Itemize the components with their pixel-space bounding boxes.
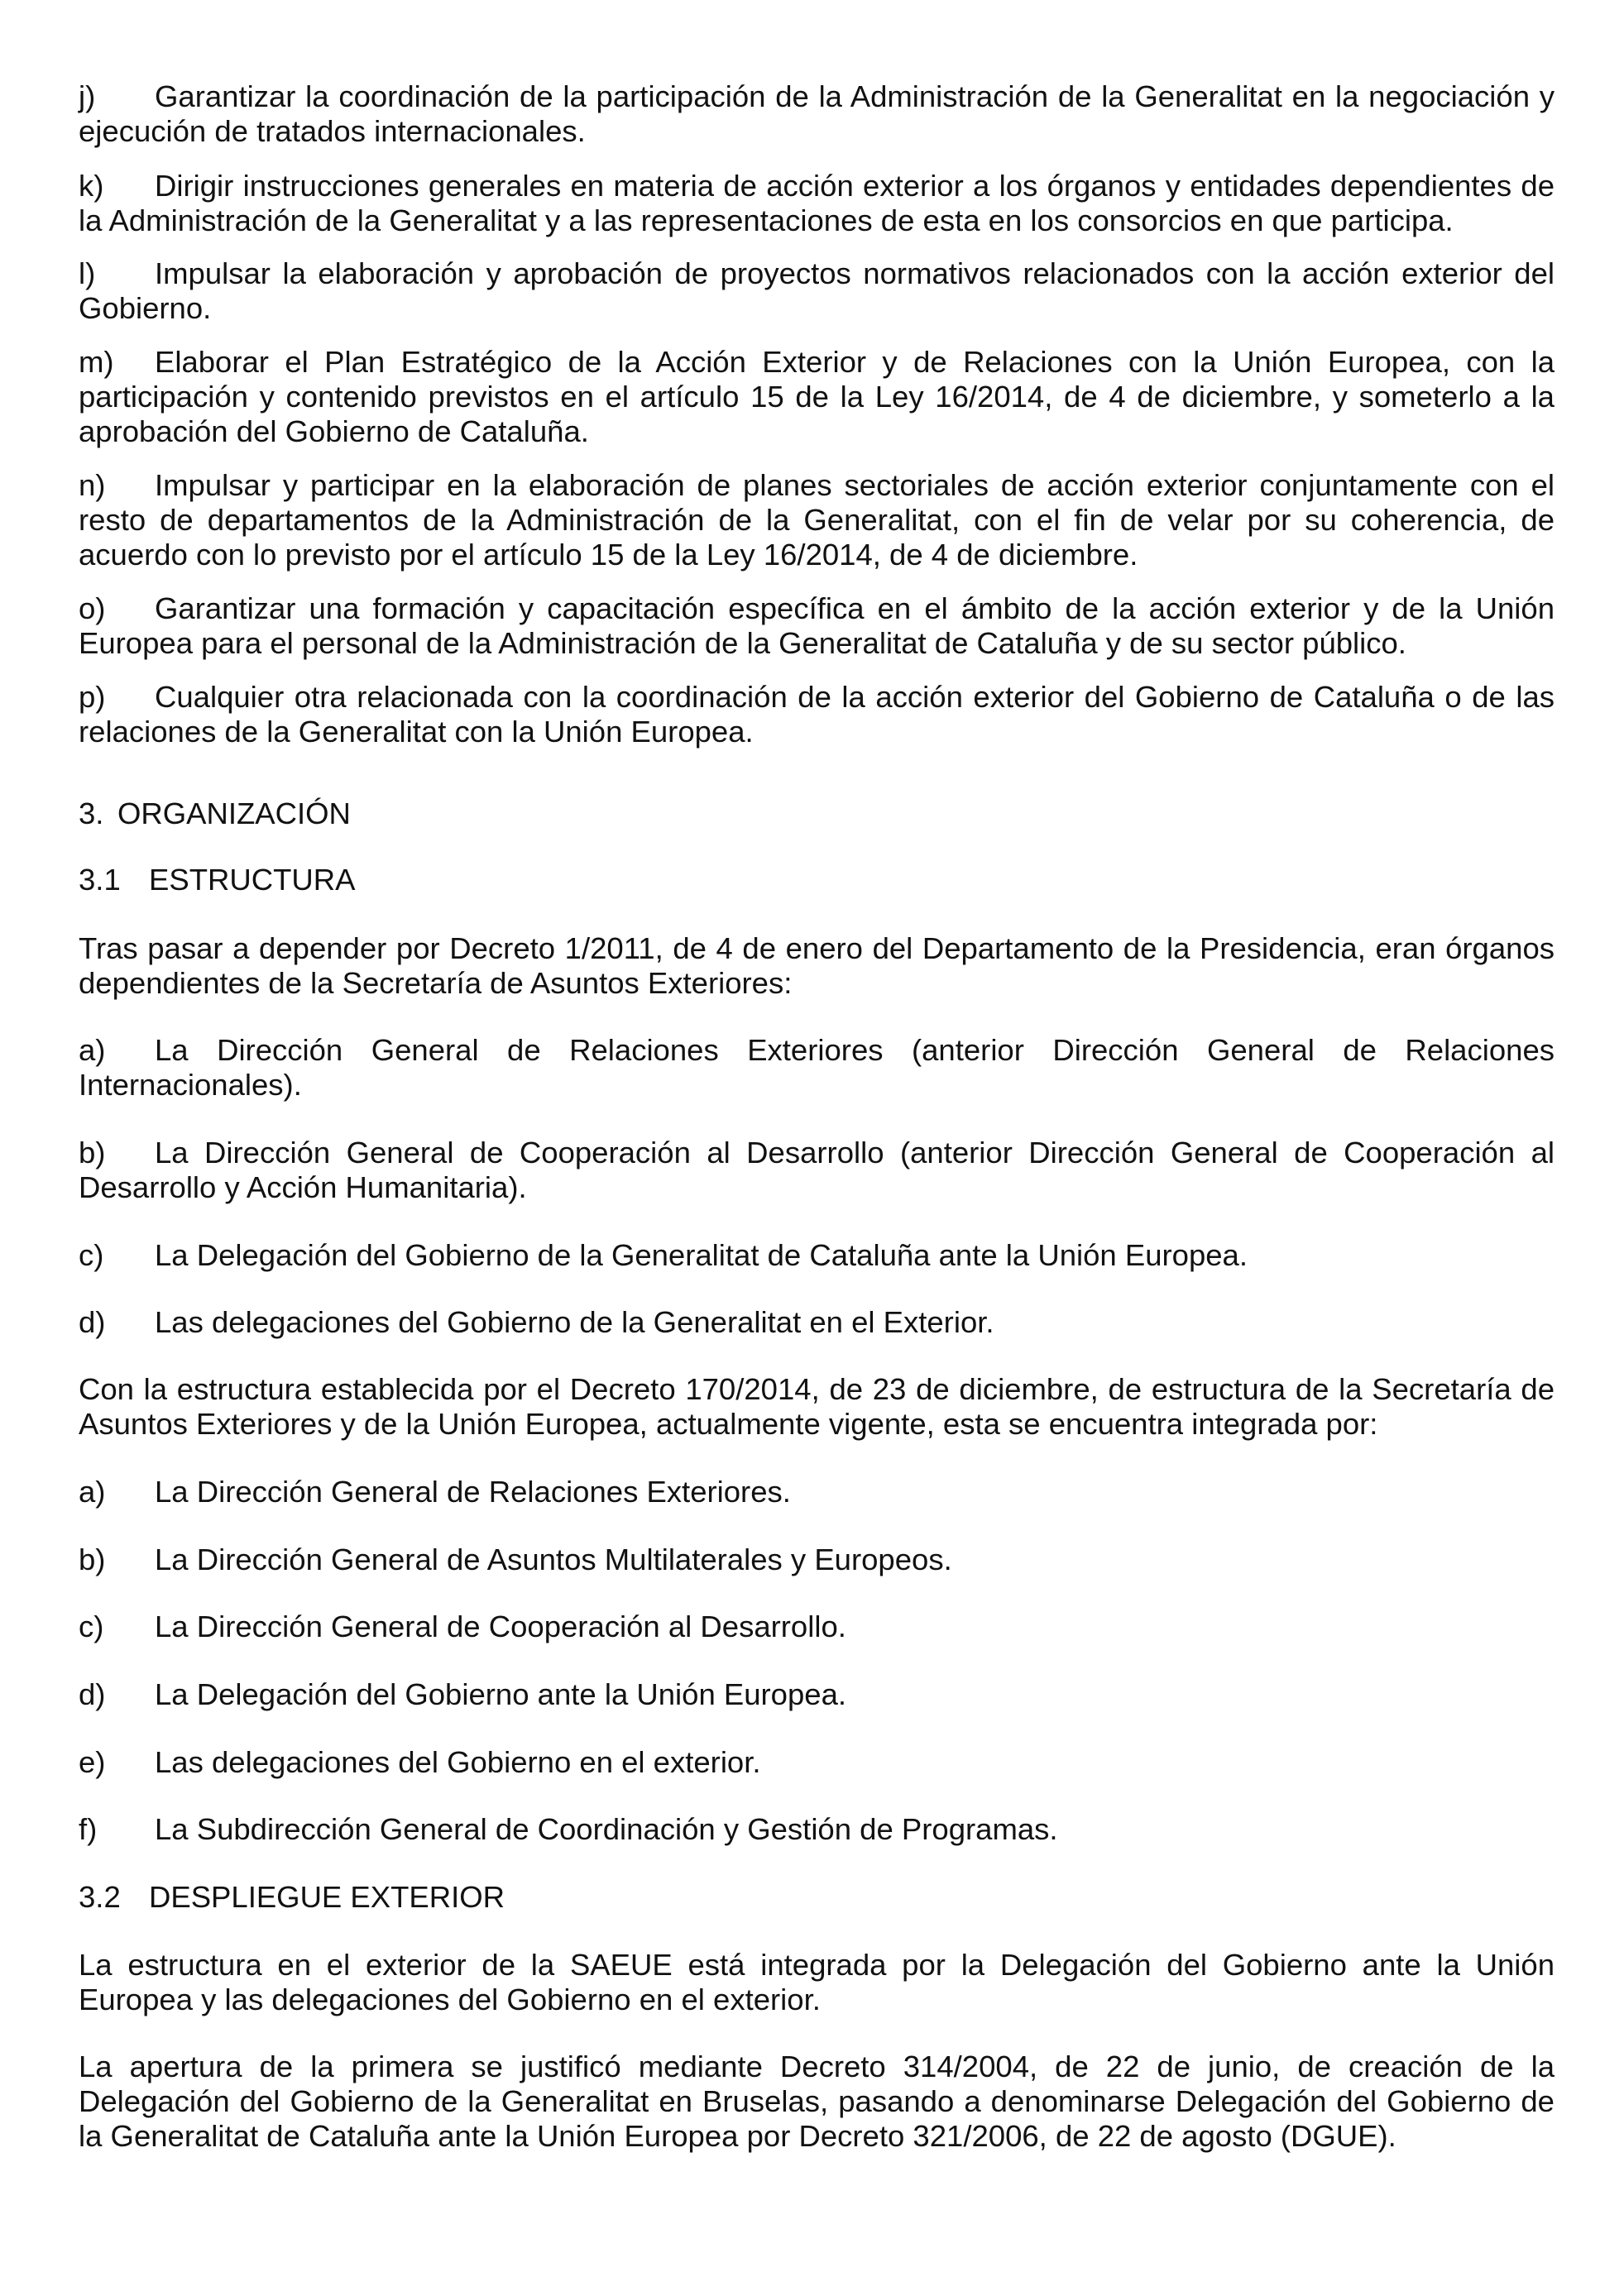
- list-item-e-current: e) Las delegaciones del Gobierno en el exterior.: [79, 1745, 761, 1779]
- paragraph-estructura: La estructura en el exterior de la SAEUE está integrada por la Delegación del Gobierno ante la Unión Europea y las delegaciones del Gobierno en el exterior.: [79, 1948, 1555, 2016]
- list-item-m: m) Elaborar el Plan Estratégico de la Acción Exterior y de Relaciones con la Unión Europea, con la participación y contenido previstos en el artículo 15 de la Ley 16/2014, de 4 de diciembre, y someterlo a la aprobación del Gobierno de Cataluña.: [79, 345, 1555, 448]
- document-page: [79, 79, 1555, 2154]
- list-item-n: n) Impulsar y participar en la elaboración de planes sectoriales de acción exterior conjuntamente con el resto de departamentos de la Administración de la Generalitat, con el fin de velar por su coherencia, de acuerdo con lo previsto por el artículo 15 de la Ley 16/2014, de 4 de diciembre.: [79, 468, 1555, 572]
- list-item-b-prev: b) La Dirección General de Cooperación al Desarrollo (anterior Dirección General de Cooperación al Desarrollo y Acción Humanitaria).: [79, 1136, 1555, 1204]
- list-item-c-prev: c) La Delegación del Gobierno de la Generalitat de Cataluña ante la Unión Europea.: [79, 1238, 1248, 1272]
- section-heading-3-1: 3.1 ESTRUCTURA: [79, 863, 356, 897]
- section-heading-3: 3. ORGANIZACIÓN: [79, 796, 351, 830]
- list-item-k: k) Dirigir instrucciones generales en materia de acción exterior a los órganos y entidades dependientes de la Administración de la Generalitat y a las representaciones de esta en los consorcios en que participa.: [79, 169, 1555, 237]
- list-item-b-current: b) La Dirección General de Asuntos Multilaterales y Europeos.: [79, 1543, 952, 1576]
- list-item-f-current: f) La Subdirección General de Coordinación y Gestión de Programas.: [79, 1812, 1058, 1846]
- list-item-p: p) Cualquier otra relacionada con la coordinación de la acción exterior del Gobierno de Cataluña o de las relaciones de la Generalitat con la Unión Europea.: [79, 680, 1555, 749]
- paragraph-apertura: La apertura de la primera se justificó mediante Decreto 314/2004, de 22 de junio, de creación de la Delegación del Gobierno de la Generalitat en Bruselas, pasando a denominarse Delegación del Gobierno de la Generalitat de Cataluña ante la Unión Europea por Decreto 321/2006, de 22 de agosto (DGUE).: [79, 2050, 1555, 2153]
- list-item-a-current: a) La Dirección General de Relaciones Exteriores.: [79, 1475, 791, 1509]
- paragraph-tras: Tras pasar a depender por Decreto 1/2011, de 4 de enero del Departamento de la Presidencia, eran órganos dependientes de la Secretaría de Asuntos Exteriores:: [79, 931, 1555, 1000]
- list-item-j: j) Garantizar la coordinación de la participación de la Administración de la Generalitat en la negociación y ejecución de tratados internacionales.: [79, 79, 1555, 148]
- list-item-a-prev: a) La Dirección General de Relaciones Exteriores (anterior Dirección General de Relaciones Internacionales).: [79, 1033, 1555, 1102]
- list-item-d-current: d) La Delegación del Gobierno ante la Unión Europea.: [79, 1677, 847, 1711]
- list-item-l: l) Impulsar la elaboración y aprobación de proyectos normativos relacionados con la acción exterior del Gobierno.: [79, 256, 1555, 325]
- list-item-o: o) Garantizar una formación y capacitación específica en el ámbito de la acción exterior y de la Unión Europea para el personal de la Administración de la Generalitat de Cataluña y de su sector público.: [79, 591, 1555, 660]
- list-item-c-current: c) La Dirección General de Cooperación al Desarrollo.: [79, 1610, 846, 1643]
- paragraph-con: Con la estructura establecida por el Decreto 170/2014, de 23 de diciembre, de estructura de la Secretaría de Asuntos Exteriores y de la Unión Europea, actualmente vigente, esta se encuentra integrada por:: [79, 1372, 1555, 1441]
- section-heading-3-2: 3.2 DESPLIEGUE EXTERIOR: [79, 1880, 505, 1914]
- list-item-d-prev: d) Las delegaciones del Gobierno de la Generalitat en el Exterior.: [79, 1305, 994, 1339]
